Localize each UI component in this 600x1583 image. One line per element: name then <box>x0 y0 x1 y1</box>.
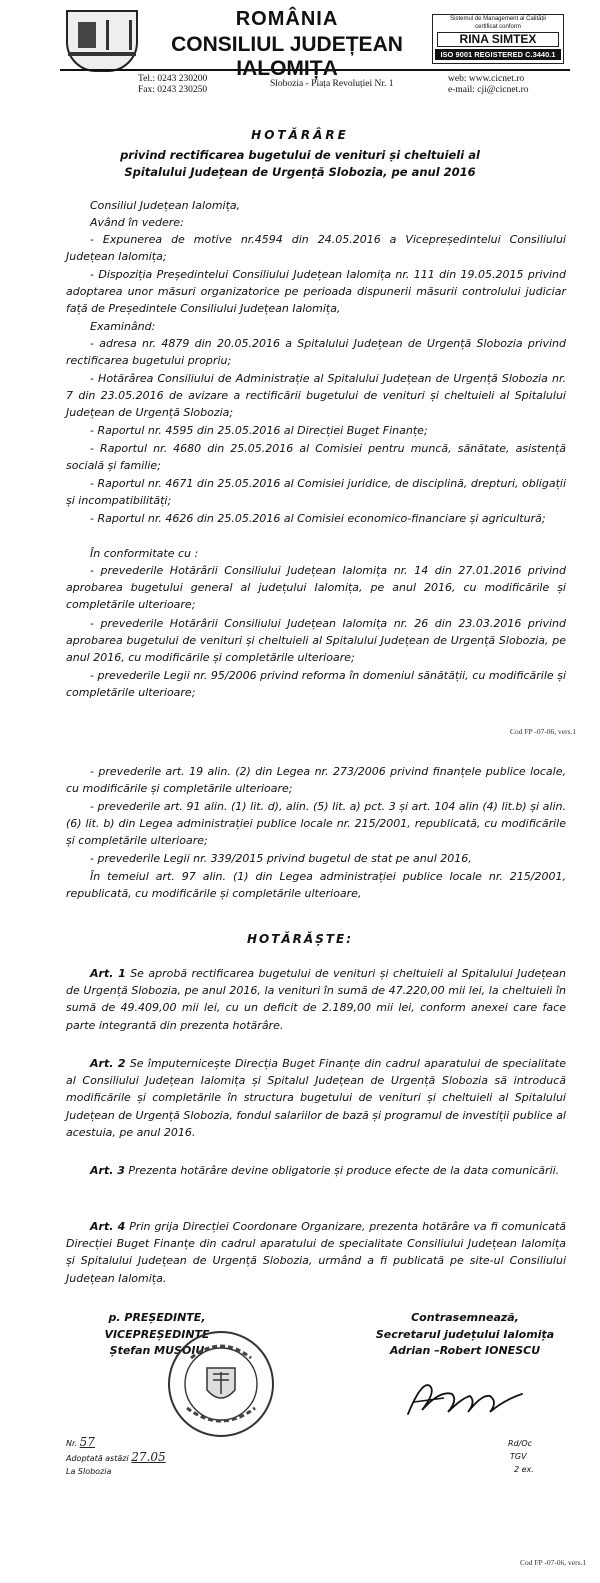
signature-secretary <box>360 1310 570 1360</box>
form-code: Cod FP -07-06, vers.1 <box>510 727 577 736</box>
vice-president-name: Ștefan MUȘOIU <box>109 1344 205 1357</box>
cert-iso: ISO 9001 REGISTERED C.3440.1 <box>435 49 561 60</box>
address: Slobozia - Piața Revoluției Nr. 1 <box>270 79 394 89</box>
preamble-item: - Raportul nr. 4595 din 25.05.2016 al Direcției Buget Finanțe; <box>90 424 428 437</box>
article-4 <box>66 1218 566 1287</box>
preamble-item: - Raportul nr. 4626 din 25.05.2016 al Comisiei economico-financiare și agricultură; <box>90 512 546 525</box>
preamble-item: - prevederile Legii nr. 95/2006 privind reforma în domeniul sănătății, cu modificările și completările ulterioare; <box>66 669 566 700</box>
phone-fax <box>138 74 207 96</box>
typist-initials: TGV <box>510 1452 527 1461</box>
copies-count: 2 ex. <box>514 1465 534 1474</box>
article-text: Se împuternicește Direcția Buget Finanțe din cadrul aparatului de specialitate al Consiliului Județean Ialomița și Spitalul Județean de Urgență Slobozia să introducă modificările și completările în structura bugetului de venituri și cheltuieli al Spitalului Județean de Urgență Slobozia, fondul salariilor de bază și programul de investiții publice al acestuia, pe anul 2016. <box>66 1057 567 1139</box>
number-label: Nr. <box>66 1439 78 1448</box>
article-text: Prezenta hotărâre devine obligatorie și produce efecte de la data comunicării. <box>128 1164 560 1177</box>
preamble-legal-basis: În temeiul art. 97 alin. (1) din Legea administrației publice locale nr. 215/2001, republicată, cu modificările și completările ulterioare, <box>66 870 566 901</box>
phone-number: Tel.: 0243 230200 <box>138 74 208 84</box>
certification-logo <box>432 14 564 64</box>
secretary-handwritten-signature <box>400 1372 530 1427</box>
cert-line2: certificat conform <box>475 24 521 30</box>
preamble-item: - Raportul nr. 4680 din 25.05.2016 al Comisiei pentru muncă, sănătate, asistență socială și familie; <box>66 442 566 473</box>
preamble-item: - Hotărârea Consiliului de Administrație al Spitalului Județean de Urgență Slobozia nr. 7 din 23.05.2016 de avizare a rectificării bugetului de venituri și cheltuieli al Spitalului Județean de Urgență Slobozia; <box>66 372 566 420</box>
email: e-mail: cji@cicnet.ro <box>448 85 529 95</box>
president-role: p. PREȘEDINTE, <box>108 1311 206 1324</box>
article-2 <box>66 1055 566 1141</box>
number-value: 57 <box>79 1435 95 1449</box>
document-subtitle-line1: privind rectificarea bugetului de venituri și cheltuieli al <box>120 148 480 162</box>
adopted-label: Adoptată astăzi <box>66 1454 129 1463</box>
preamble-item: - prevederile Hotărârii Consiliului Județean Ialomița nr. 14 din 27.01.2016 privind aprobarea bugetului general al județului Ialomița, pe anul 2016, cu modificările și completările ulterioare; <box>66 564 566 612</box>
preamble-item: - prevederile art. 91 alin. (1) lit. d), alin. (5) lit. a) pct. 3 și art. 104 alin (4) lit.b) și alin.(6) lit. b) din Legea administrației publice locale nr. 215/2001, republicată, cu modificările și completările ulterioare; <box>66 800 566 848</box>
fax-number: Fax: 0243 230250 <box>138 85 208 95</box>
official-stamp <box>165 1328 277 1440</box>
adoption-place: La Slobozia <box>66 1467 112 1476</box>
council-name: CONSILIUL JUDEȚEAN IALOMIȚA <box>171 33 403 80</box>
website: web: www.cicnet.ro <box>448 74 525 84</box>
decision-number <box>66 1437 95 1449</box>
article-label: Art. 4 <box>90 1220 126 1233</box>
article-label: Art. 3 <box>90 1164 125 1177</box>
author-initials: Rd/Oc <box>508 1439 533 1448</box>
secretary-name: Adrian –Robert IONESCU <box>389 1344 541 1357</box>
preamble-item: - Expunerea de motive nr.4594 din 24.05.2016 a Vicepreședintelui Consiliului Județean Ialomița; <box>66 233 566 264</box>
country-name: ROMÂNIA <box>235 8 339 30</box>
article-label: Art. 1 <box>90 967 126 980</box>
article-text: Prin grija Direcției Coordonare Organizare, prezenta hotărâre va fi comunicată Direcției Buget Finanțe din cadrul aparatului de specialitate Consiliului Județean Ialomița și Spitalului Județean de Urgență Slobozia, urmând a fi publicată pe site-ul Consiliului Județean Ialomița. <box>66 1220 566 1285</box>
preamble-in-accordance: În conformitate cu : <box>90 547 199 560</box>
document-subtitle-line2: Spitalului Județean de Urgență Slobozia, pe anul 2016 <box>124 165 476 179</box>
secretary-role: Secretarul județului Ialomița <box>375 1327 555 1341</box>
adopted-value: 27.05 <box>131 1450 166 1464</box>
form-code-footer: Cod FP -07-06, vers.1 <box>520 1558 587 1567</box>
article-label: Art. 2 <box>90 1057 126 1070</box>
preamble-examining: Examinând: <box>90 320 156 333</box>
preamble-council: Consiliul Județean Ialomița, <box>90 199 241 212</box>
preamble-item: - prevederile Hotărârii Consiliului Județean Ialomița nr. 26 din 23.03.2016 privind aprobarea bugetului de venituri și cheltuieli al Spitalului Județean de Urgență Slobozia, pe anul 2016, cu modificările și completările ulterioare; <box>66 617 566 665</box>
web-email <box>448 74 529 96</box>
countersign-label: Contrasemnează, <box>411 1311 519 1324</box>
preamble-item: - Dispoziția Președintelui Consiliului Județean Ialomița nr. 111 din 19.05.2015 privind adoptarea unor măsuri organizatorice pe perioada dispunerii măsurii controlului judiciar față de Președintele Consiliului Județean Ialomița, <box>66 268 566 316</box>
document-title: HOTĂRÂRE <box>251 128 349 142</box>
header-divider <box>60 69 570 71</box>
adoption-date <box>66 1452 166 1464</box>
decides-heading: HOTĂRĂȘTE: <box>246 932 354 946</box>
preamble-item: - prevederile art. 19 alin. (2) din Legea nr. 273/2006 privind finanțele publice locale, cu modificările și completările ulterioare; <box>66 765 566 796</box>
vice-president-role: VICEPREȘEDINTE <box>104 1327 210 1341</box>
cert-brand: RINA SIMTEX <box>437 32 559 47</box>
preamble-item: - Raportul nr. 4671 din 25.05.2016 al Comisiei juridice, de disciplină, drepturi, obligații și incompatibilități; <box>66 477 566 508</box>
article-1 <box>66 965 566 1034</box>
preamble-item: - prevederile Legii nr. 339/2015 privind bugetul de stat pe anul 2016, <box>90 852 472 865</box>
county-coat-of-arms <box>66 10 138 72</box>
preamble-item: - adresa nr. 4879 din 20.05.2016 a Spitalului Județean de Urgență Slobozia privind rectificarea bugetului propriu; <box>66 337 566 368</box>
article-3 <box>66 1162 566 1179</box>
cert-line1: Sistemul de Management al Calității <box>450 16 546 22</box>
preamble-having-regard: Având în vedere: <box>90 216 184 229</box>
article-text: Se aprobă rectificarea bugetului de venituri și cheltuieli al Spitalului Județean de Urgență Slobozia, pe anul 2016, la venituri în sumă de 47.220,00 mii lei, la cheltuieli în sumă de 49.409,00 mii lei, cu un deficit de 2.189,00 mii lei, conform anexei care face parte integrantă din prezenta hotărâre. <box>66 967 567 1032</box>
